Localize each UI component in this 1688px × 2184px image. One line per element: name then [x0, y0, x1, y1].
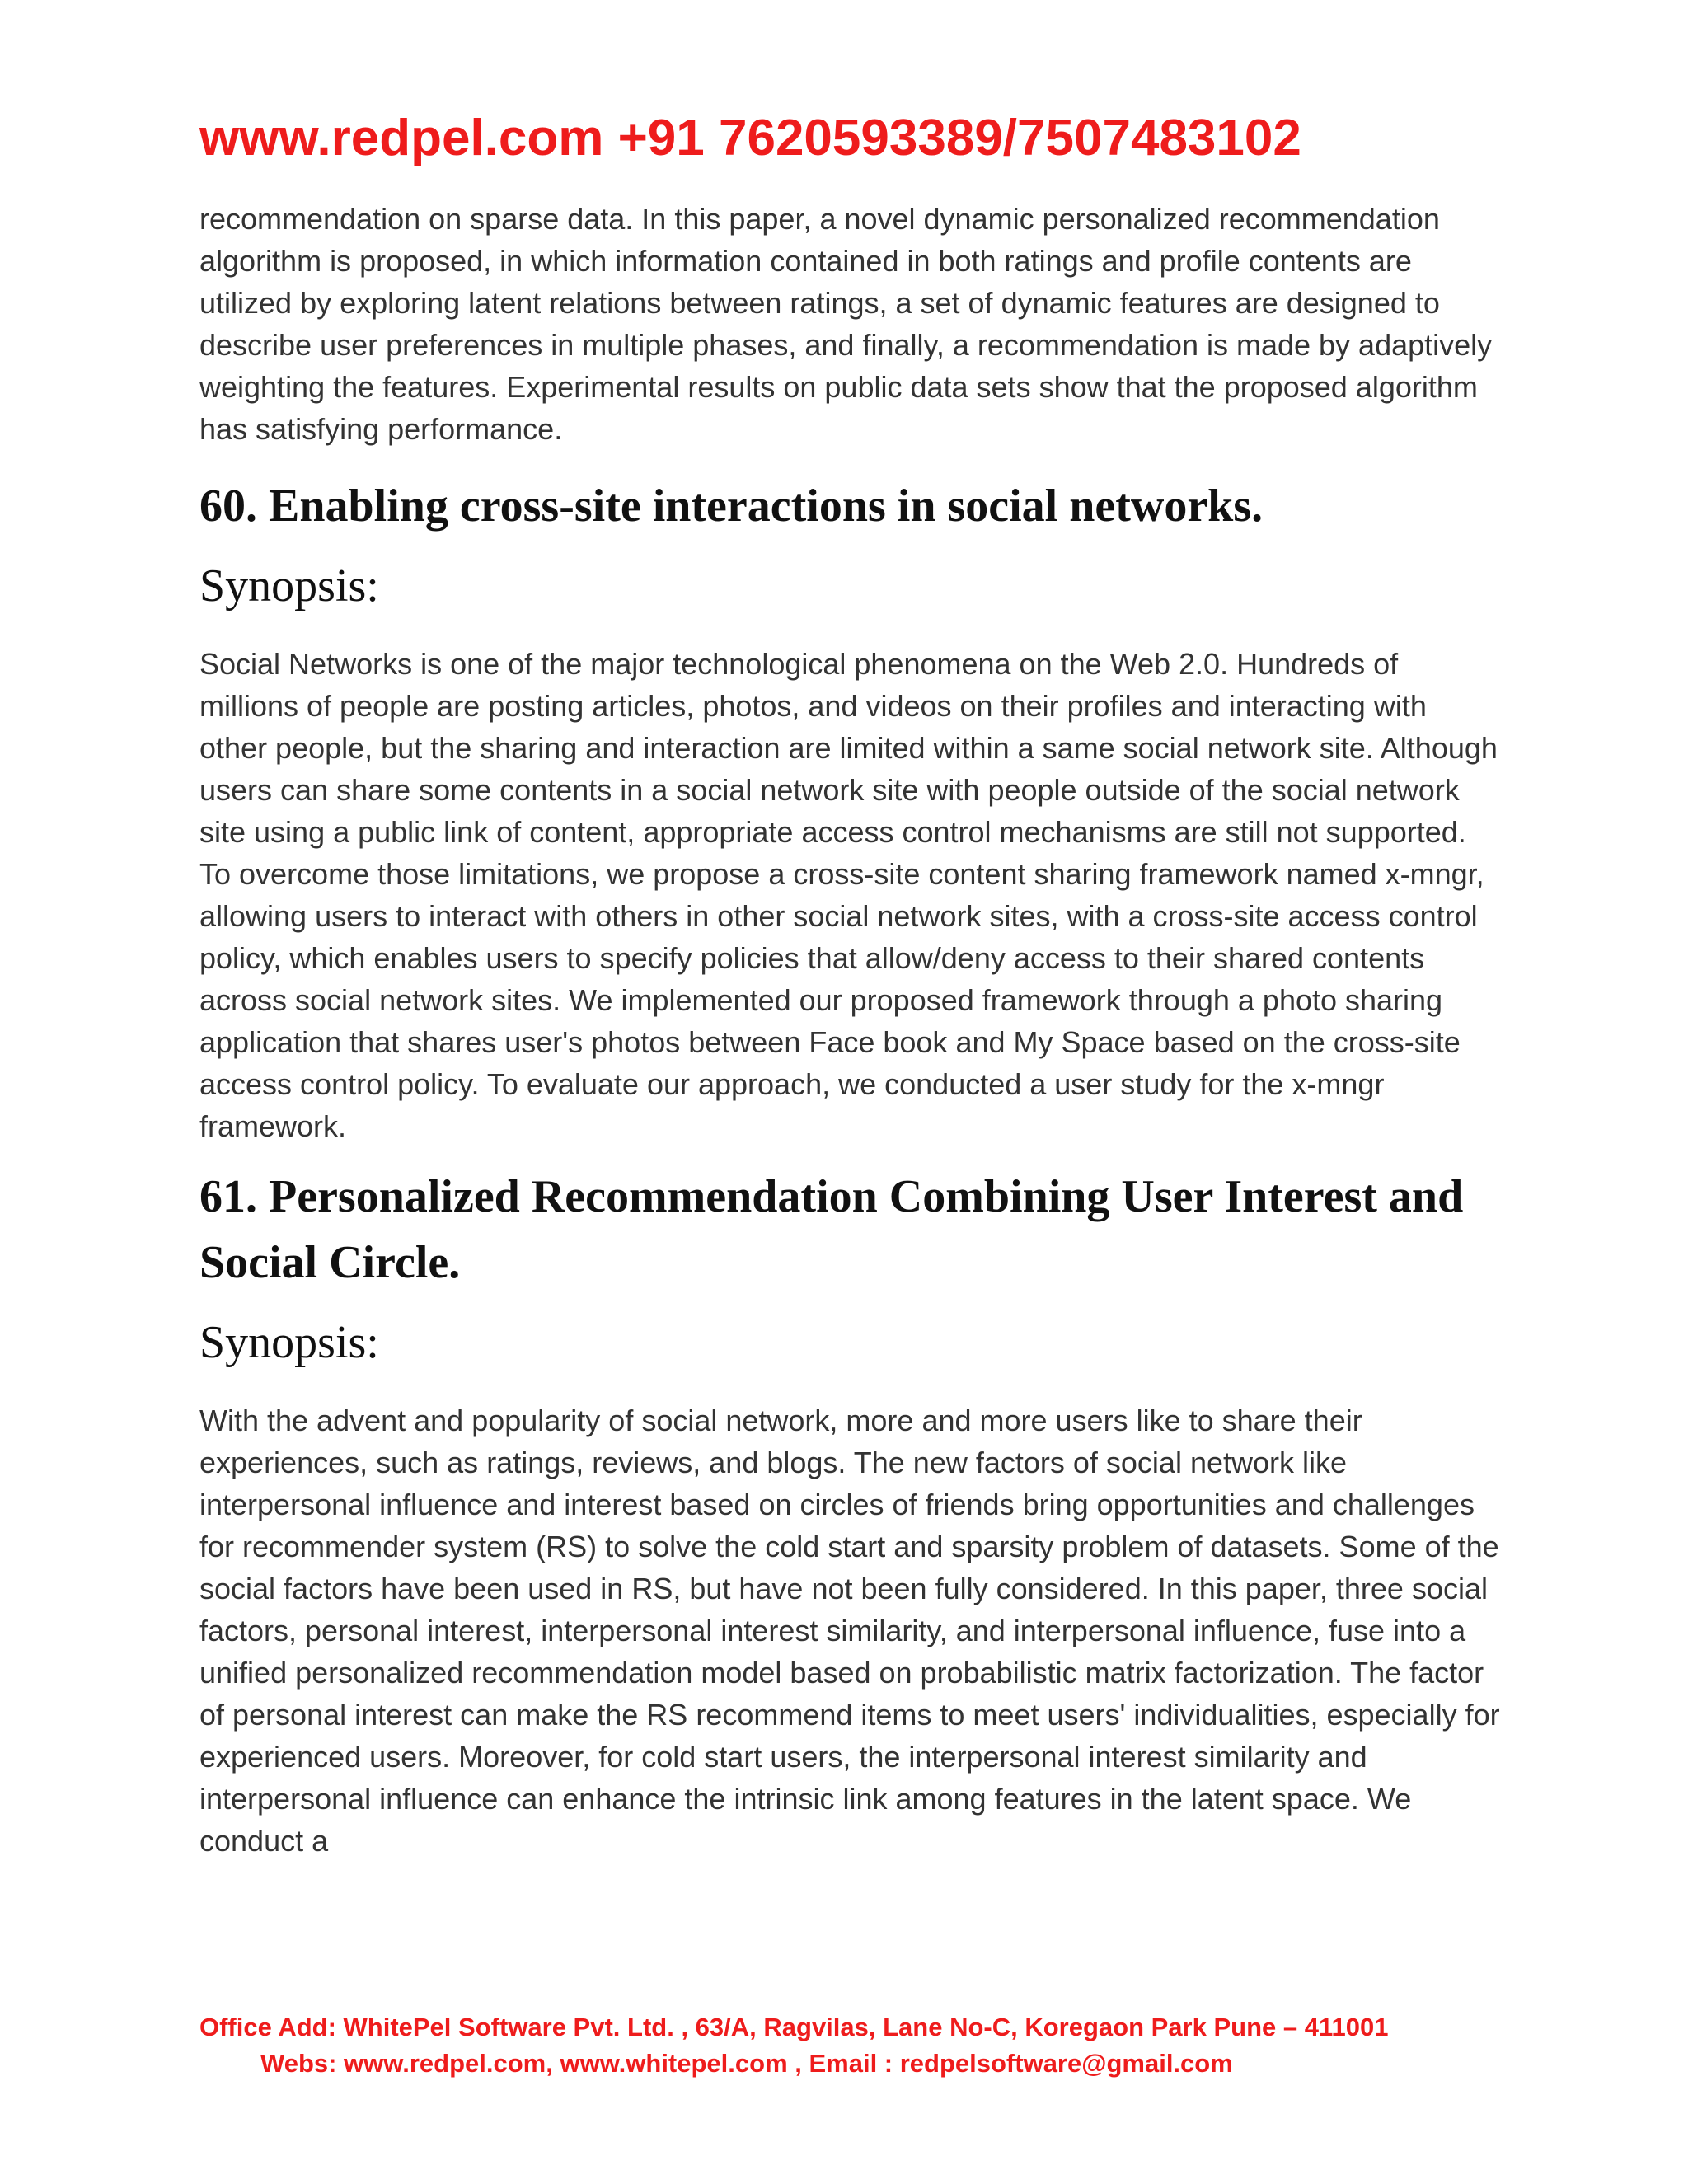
section-60-title: Enabling cross-site interactions in social networks.	[269, 480, 1264, 532]
section-60-synopsis-label: Synopsis:	[199, 560, 379, 612]
footer	[199, 2009, 1518, 2082]
document-body	[199, 198, 1502, 1862]
section-60-text: Social Networks is one of the major technological phenomena on the Web 2.0. Hundreds of millions of people are posting articles, photos, and videos on their profiles and interacting with other people, but the sharing and interaction are limited within a same social network site. Although users can share some contents in a social network site with people outside of the social network site using a public link of content, appropriate access control mechanisms are still not supported. To overcome those limitations, we propose a cross-site content sharing framework named x-mngr, allowing users to interact with others in other social network sites, with a cross-site access control policy, which enables users to specify policies that allow/deny access to their shared contents across social network sites. We implemented our proposed framework through a photo sharing application that shares user's photos between Face book and My Space based on the cross-site access control policy. To evaluate our approach, we conducted a user study for the x-mngr framework.	[199, 647, 1498, 1143]
footer-web-email: Webs: www.redpel.com, www.whitepel.com , Email : redpelsoftware@gmail.com	[260, 2049, 1233, 2078]
section-60-heading	[199, 473, 1502, 539]
section-61-title: Personalized Recommendation Combining User Interest and Social Circle.	[199, 1171, 1464, 1288]
footer-office-address: Office Add: WhitePel Software Pvt. Ltd. , 63/A, Ragvilas, Lane No-C, Koregaon Park Pune – 411001	[199, 2013, 1389, 2041]
section-61-synopsis-label: Synopsis:	[199, 1317, 379, 1368]
section-61-heading	[199, 1164, 1502, 1296]
section-60-number: 60.	[199, 480, 257, 532]
header-contact: www.redpel.com +91 7620593389/7507483102	[199, 110, 1301, 166]
section-61-number: 61.	[199, 1171, 257, 1222]
section-61-text: With the advent and popularity of social network, more and more users like to share their experiences, such as ratings, reviews, and blogs. The new factors of social network like interpersonal influence and interest based on circles of friends bring opportunities and challenges for recommender system (RS) to solve the cold start and sparsity problem of datasets. Some of the social factors have been used in RS, but have not been fully considered. In this paper, three social factors, personal interest, interpersonal interest similarity, and interpersonal influence, fuse into a unified personalized recommendation model based on probabilistic matrix factorization. The factor of personal interest can make the RS recommend items to meet users' individualities, especially for experienced users. Moreover, for cold start users, the interpersonal interest similarity and interpersonal influence can enhance the intrinsic link among features in the latent space. We conduct a	[199, 1404, 1500, 1858]
intro-paragraph: recommendation on sparse data. In this paper, a novel dynamic personalized recommendation algorithm is proposed, in which information contained in both ratings and profile contents are utilized by exploring latent relations between ratings, a set of dynamic features are designed to describe user preferences in multiple phases, and finally, a recommendation is made by adaptively weighting the features. Experimental results on public data sets show that the proposed algorithm has satisfying performance.	[199, 202, 1493, 446]
